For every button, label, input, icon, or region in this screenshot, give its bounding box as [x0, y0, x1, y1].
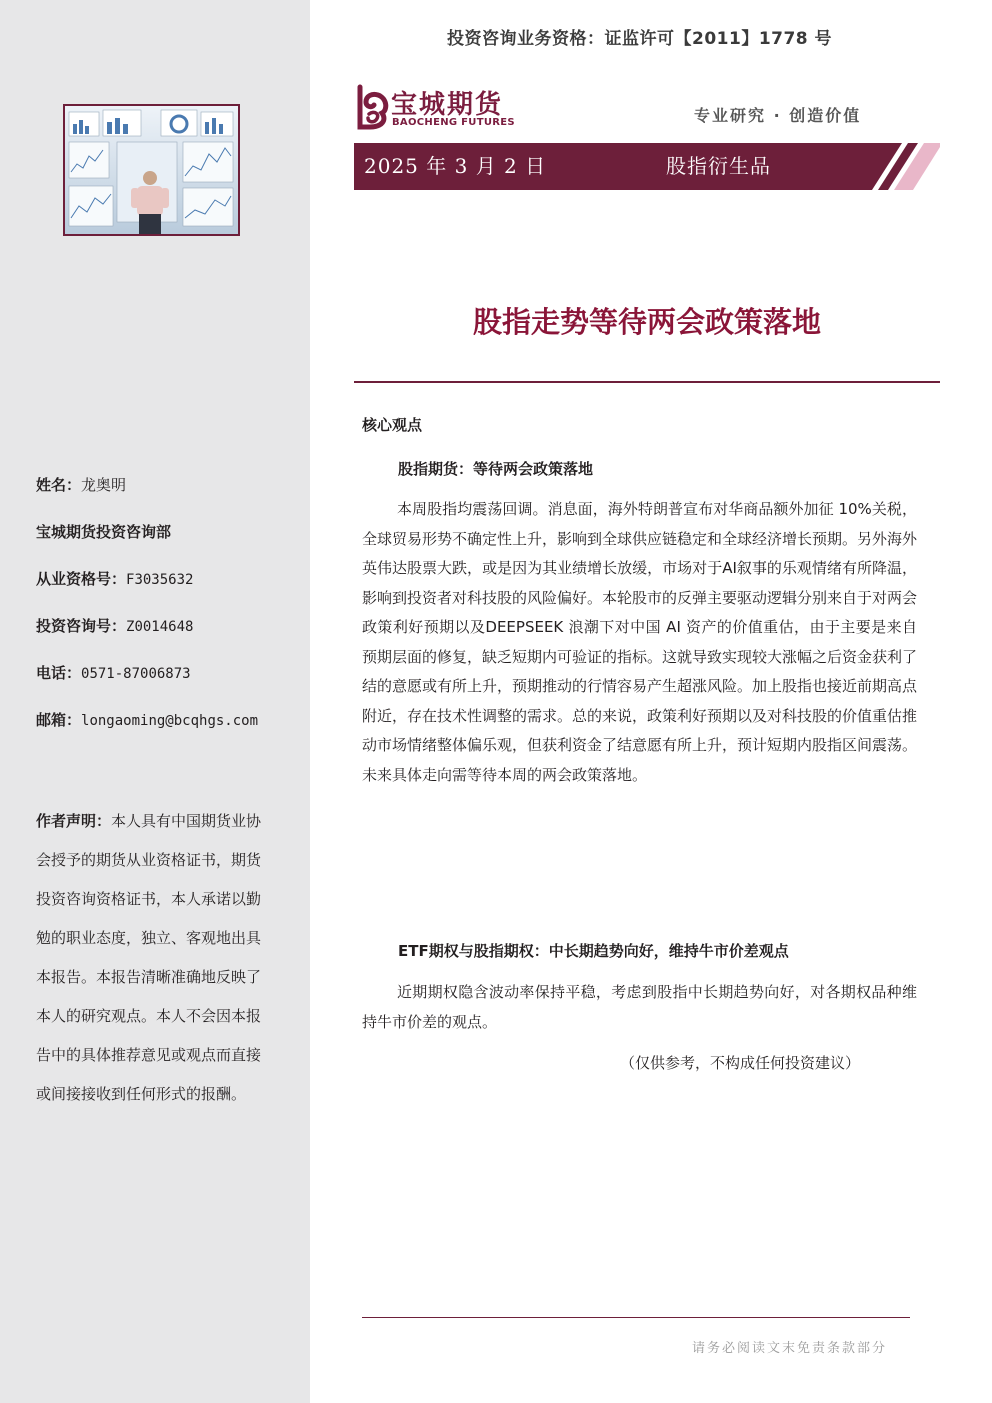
logo-chinese-name: 宝城期货	[391, 90, 504, 120]
sidebar	[0, 0, 310, 1403]
email-label: 邮箱：	[36, 711, 82, 729]
qualification-label: 从业资格号：	[36, 570, 127, 588]
hero-illustration	[65, 106, 238, 234]
section-options-text: 近期期权隐含波动率保持平稳，考虑到股指中长期趋势向好，对各期权品种维持牛市价差的观点。	[362, 983, 917, 1031]
report-title: 股指走势等待两会政策落地	[472, 305, 821, 339]
qualification-value: F3035632	[126, 572, 194, 588]
phone-label: 电话：	[36, 664, 82, 682]
author-qualification-row	[36, 564, 296, 611]
section-options-heading: ETF期权与股指期权：中长期趋势向好，维持牛市价差观点	[398, 942, 789, 960]
author-name-label: 姓名：	[36, 476, 82, 494]
author-phone-row	[36, 658, 296, 705]
section-index-futures-text: 本周股指均震荡回调。消息面，海外特朗普宣布对华商品额外加征 10%关税，全球贸易形势不确定性上升，影响到全球供应链稳定和全球经济增长预期。另外海外英伟达股票大跌，或是因为其业绩增长放缓，市场对于AI叙事的乐观情绪有所降温，影响到投资者对科技股的风险偏好。本轮股市的反弹主要驱动逻辑分别来自于对两会政策利好预期以及DEEPSEEK 浪潮下对中国 AI 资产的价值重估，由于主要是来自预期层面的修复，缺乏短期内可验证的指标。这就导致实现较大涨幅之后资金获利了结的意愿或有所上升，预期推动的行情容易产生超涨风险。加上股指也接近前期高点附近，存在技术性调整的需求。总的来说，政策利好预期以及对科技股的价值重估推动市场情绪整体偏乐观，但获利资金了结意愿有所上升，预计短期内股指区间震荡。未来具体走向需等待本周的两会政策落地。	[362, 500, 918, 784]
author-info	[36, 470, 296, 752]
core-viewpoint-heading: 核心观点	[362, 416, 423, 434]
logo-english-name: BAOCHENG FUTURES	[392, 117, 515, 128]
author-statement	[36, 802, 268, 1114]
statement-label: 作者声明：	[36, 812, 112, 830]
author-consulting-row	[36, 611, 296, 658]
author-department: 宝城期货投资咨询部	[36, 523, 172, 541]
author-email-row	[36, 705, 296, 752]
reference-note: （仅供参考，不构成任何投资建议）	[620, 1054, 861, 1072]
slogan: 专业研究 · 创造价值	[694, 106, 862, 125]
footer-divider	[362, 1317, 910, 1318]
title-divider	[354, 381, 940, 383]
author-name-value: 龙奥明	[81, 476, 127, 494]
consulting-label: 投资咨询号：	[36, 617, 127, 635]
license-info: 投资咨询业务资格：证监许可【2011】1778 号	[447, 29, 833, 49]
report-date: 2025 年 3 月 2 日	[364, 154, 547, 178]
consulting-value: Z0014648	[126, 619, 194, 635]
section-index-futures-heading: 股指期货：等待两会政策落地	[398, 460, 594, 478]
baocheng-logo-icon	[354, 84, 394, 130]
phone-value: 0571-87006873	[81, 666, 191, 682]
author-name-row	[36, 470, 296, 517]
date-banner	[354, 143, 940, 190]
hero-image-analyst-screens	[63, 104, 240, 236]
statement-text: 本人具有中国期货业协会授予的期货从业资格证书，期货投资咨询资格证书，本人承诺以勤勉的职业态度，独立、客观地出具本报告。本报告清晰准确地反映了本人的研究观点。本人不会因本报告中的具体推荐意见或观点而直接或间接接收到任何形式的报酬。	[36, 812, 262, 1103]
author-department-row	[36, 517, 296, 564]
footer-disclaimer: 请务必阅读文末免责条款部分	[692, 1341, 888, 1356]
email-link[interactable]: longaoming@bcqhgs.com	[81, 713, 259, 729]
company-logo	[354, 84, 524, 132]
report-category: 股指衍生品	[666, 154, 771, 178]
